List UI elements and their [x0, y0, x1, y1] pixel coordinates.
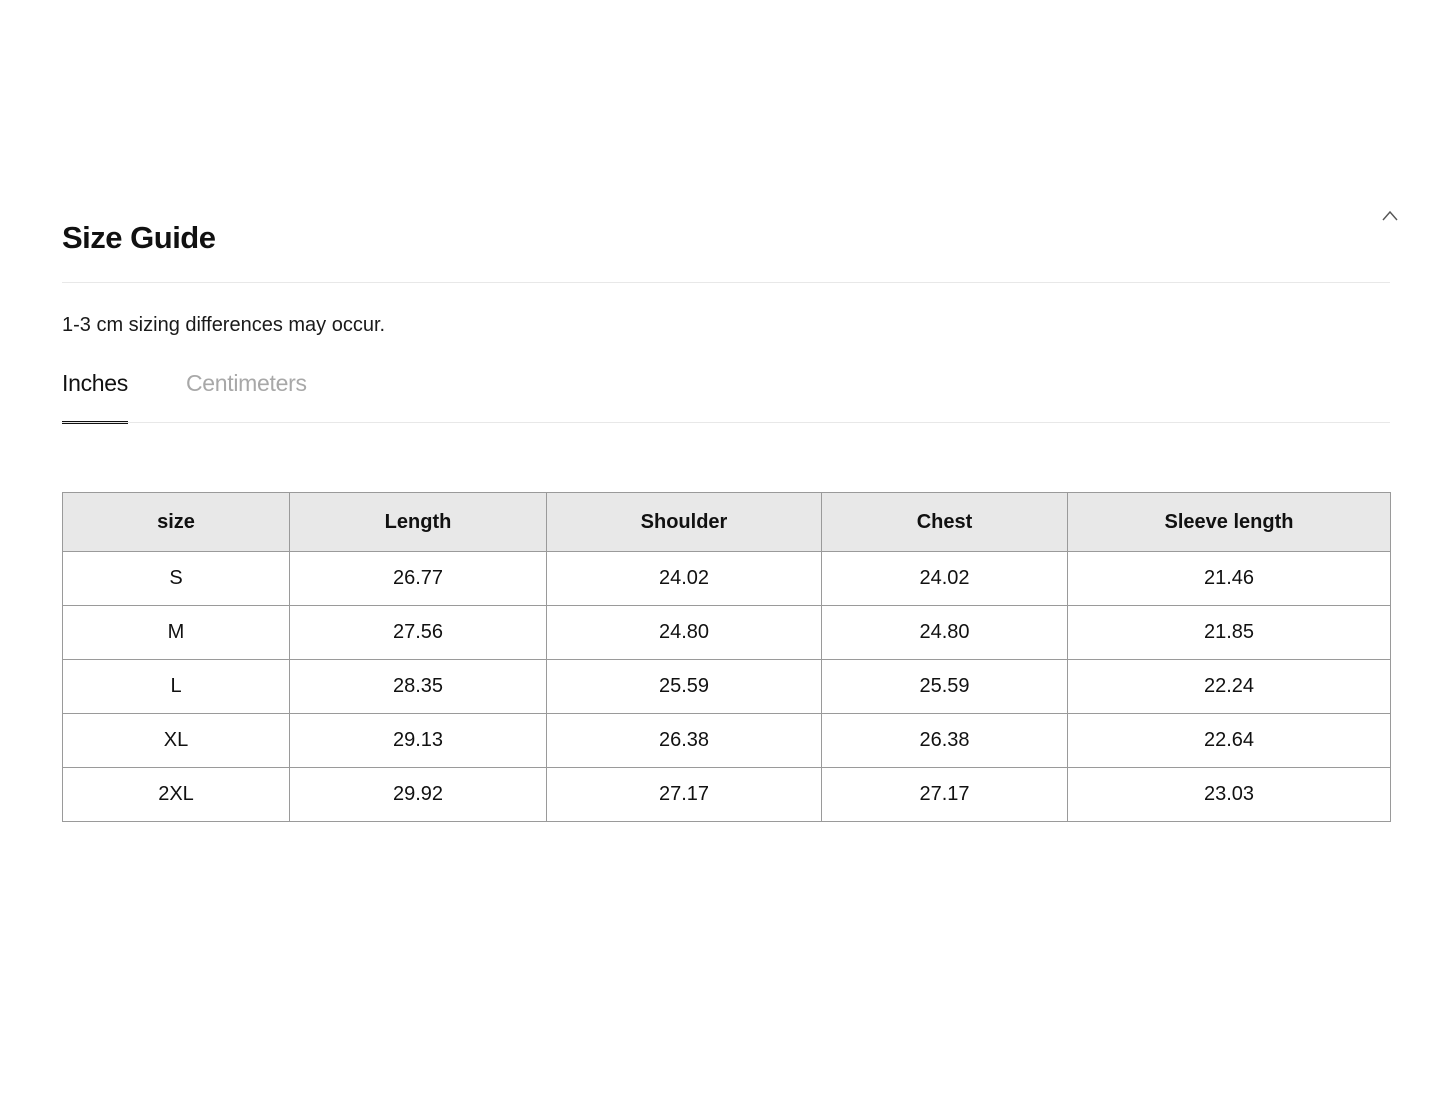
cell-size: 2XL — [63, 768, 290, 822]
cell-sleeve-length: 22.64 — [1068, 714, 1391, 768]
header-chest: Chest — [822, 493, 1068, 552]
close-button[interactable] — [1378, 203, 1402, 227]
title-divider — [62, 282, 1390, 283]
sizing-note: 1-3 cm sizing differences may occur. — [62, 314, 386, 336]
header-size: size — [63, 493, 290, 552]
cell-chest: 24.80 — [822, 606, 1068, 660]
cell-chest: 25.59 — [822, 660, 1068, 714]
table-row — [63, 606, 1391, 660]
cell-shoulder: 24.02 — [547, 552, 822, 606]
cell-length: 28.35 — [290, 660, 547, 714]
cell-length: 29.92 — [290, 768, 547, 822]
cell-shoulder: 25.59 — [547, 660, 822, 714]
table-header-row — [63, 493, 1391, 552]
cell-sleeve-length: 22.24 — [1068, 660, 1391, 714]
cell-sleeve-length: 21.85 — [1068, 606, 1391, 660]
tabs-divider — [62, 422, 1390, 423]
cell-sleeve-length: 23.03 — [1068, 768, 1391, 822]
cell-shoulder: 27.17 — [547, 768, 822, 822]
cell-chest: 24.02 — [822, 552, 1068, 606]
cell-size: XL — [63, 714, 290, 768]
cell-size: S — [63, 552, 290, 606]
cell-length: 29.13 — [290, 714, 547, 768]
cell-shoulder: 24.80 — [547, 606, 822, 660]
cell-chest: 26.38 — [822, 714, 1068, 768]
cell-size: L — [63, 660, 290, 714]
cell-sleeve-length: 21.46 — [1068, 552, 1391, 606]
size-table — [62, 492, 1391, 822]
chevron-up-icon — [1378, 203, 1402, 227]
modal-title: Size Guide — [62, 220, 216, 255]
tab-inches[interactable]: Inches — [62, 366, 128, 424]
header-length: Length — [290, 493, 547, 552]
cell-length: 26.77 — [290, 552, 547, 606]
table-row — [63, 768, 1391, 822]
header-sleeve-length: Sleeve length — [1068, 493, 1391, 552]
header-shoulder: Shoulder — [547, 493, 822, 552]
table-row — [63, 714, 1391, 768]
tab-centimeters[interactable]: Centimeters — [185, 370, 307, 396]
table-row — [63, 660, 1391, 714]
cell-chest: 27.17 — [822, 768, 1068, 822]
cell-size: M — [63, 606, 290, 660]
unit-tabs — [62, 366, 307, 424]
table-row — [63, 552, 1391, 606]
cell-length: 27.56 — [290, 606, 547, 660]
cell-shoulder: 26.38 — [547, 714, 822, 768]
